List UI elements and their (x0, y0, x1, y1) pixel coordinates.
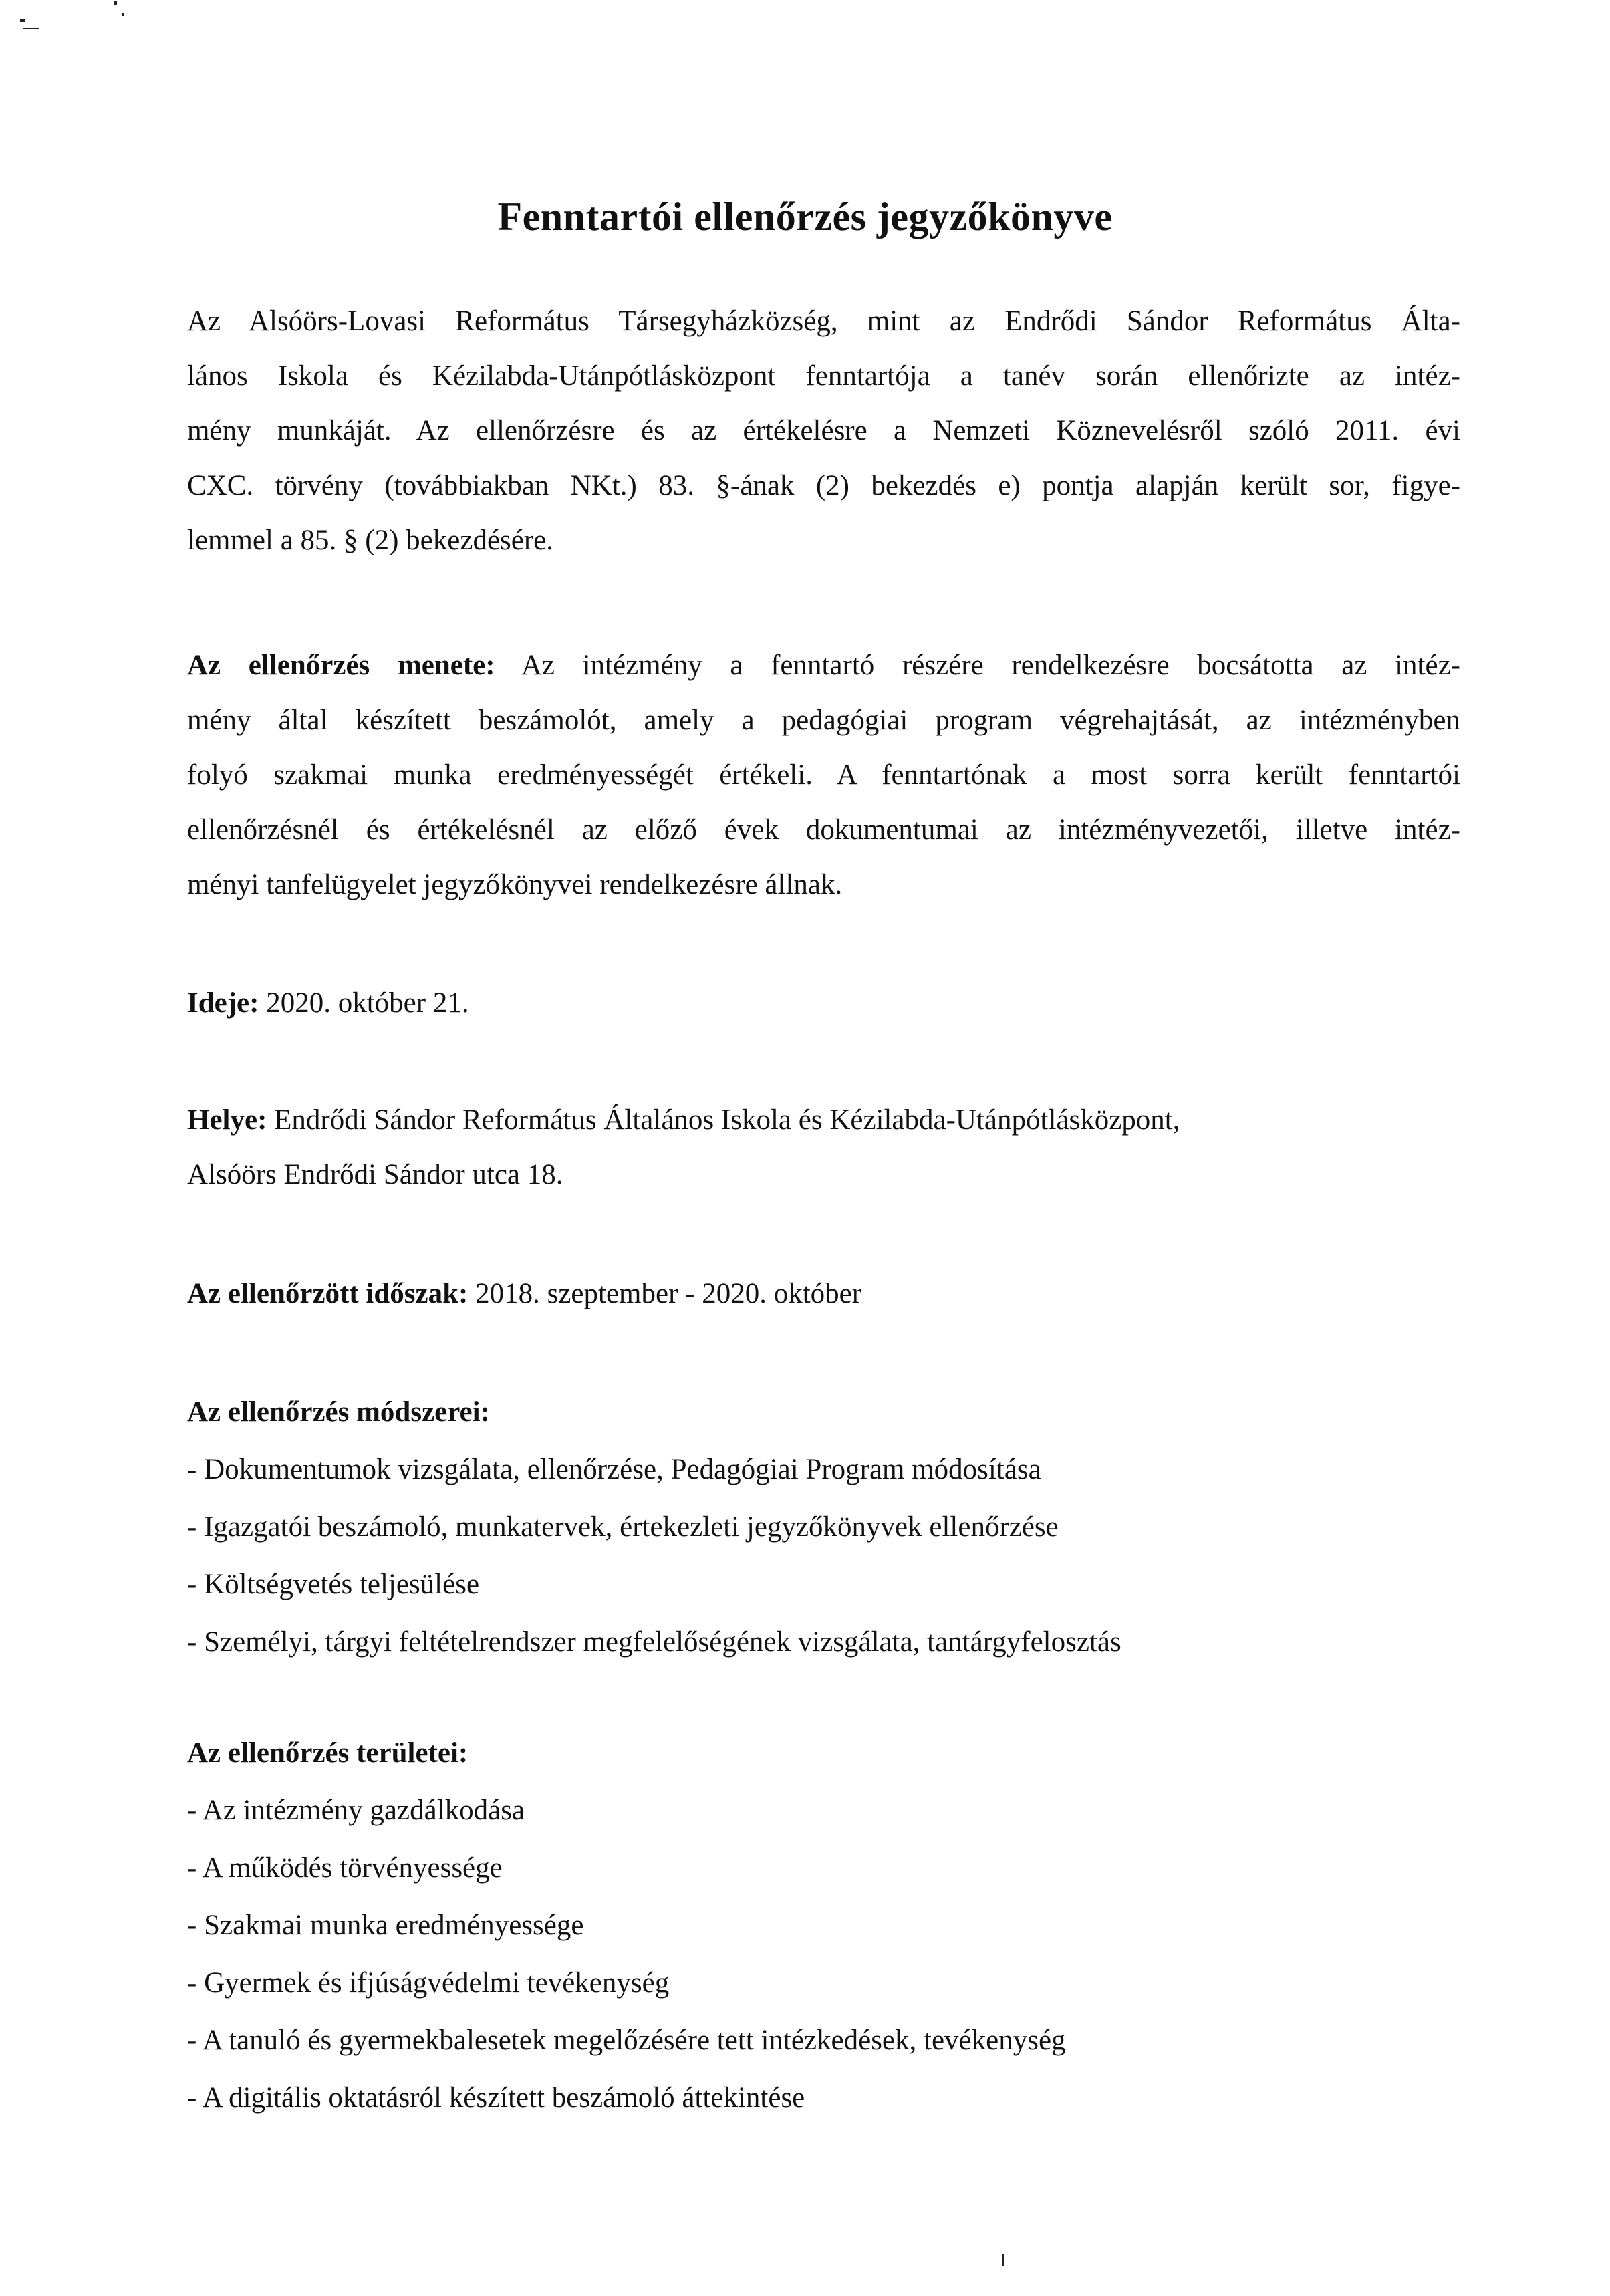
time-field (187, 976, 1460, 1031)
areas-item: - Szakmai munka eredményessége (187, 1910, 584, 1941)
place-field (187, 1093, 1460, 1202)
scan-artifact (114, 1, 117, 5)
scan-artifact (122, 13, 124, 16)
areas-item: - Az intézmény gazdálkodása (187, 1795, 525, 1826)
process-line: ményi tanfelügyelet jegyzőkönyvei rendelkezésre állnak. (187, 869, 843, 900)
intro-line: lemmel a 85. § (2) bekezdésére. (187, 525, 553, 556)
areas-item: - A tanuló és gyermekbalesetek megelőzésére tett intézkedések, tevékenység (187, 2025, 1066, 2056)
areas-item: - A működés törvényessége (187, 1852, 503, 1884)
methods-section (187, 1384, 1460, 1671)
process-line: folyó szakmai munka eredményességét értékeli. A fenntartónak a most sorra került fenntartói (187, 759, 1460, 791)
period-field (187, 1267, 1460, 1321)
areas-item: - Gyermek és ifjúságvédelmi tevékenység (187, 1967, 670, 1999)
period-value: 2018. szeptember - 2020. október (468, 1278, 862, 1309)
intro-line: mény munkáját. Az ellenőrzésre és az értékelésre a Nemzeti Köznevelésről szóló 2011. évi (187, 415, 1460, 447)
scan-artifact (20, 19, 25, 22)
process-line (187, 638, 1460, 693)
methods-heading: Az ellenőrzés módszerei: (187, 1396, 490, 1428)
place-value: Endrődi Sándor Református Általános Iskola és Kézilabda-Utánpótlásközpont, (267, 1104, 1180, 1136)
intro-line: Az Alsóörs-Lovasi Református Társegyházközség, mint az Endrődi Sándor Református Álta- (187, 305, 1460, 337)
process-label: Az ellenőrzés menete: (187, 650, 495, 681)
methods-item: - Személyi, tárgyi feltételrendszer megfelelőségének vizsgálata, tantárgyfelosztás (187, 1626, 1121, 1658)
scan-artifact (1002, 2254, 1004, 2266)
methods-item: - Dokumentumok vizsgálata, ellenőrzése, Pedagógiai Program módosítása (187, 1454, 1041, 1485)
place-address: Alsóörs Endrődi Sándor utca 18. (187, 1159, 563, 1190)
process-line: mény által készített beszámolót, amely a pedagógiai program végrehajtását, az intézményben (187, 705, 1460, 736)
areas-section (187, 1725, 1460, 2127)
intro-line: lános Iskola és Kézilabda-Utánpótlásközpont fenntartója a tanév során ellenőrizte az intéz- (187, 360, 1460, 392)
scan-artifact (23, 28, 39, 29)
place-label: Helye: (187, 1104, 267, 1136)
time-value: 2020. október 21. (259, 987, 469, 1019)
process-text: Az intézmény a fenntartó részére rendelkezésre bocsátotta az intéz- (495, 650, 1460, 681)
methods-item: - Igazgatói beszámoló, munkatervek, értekezleti jegyzőkönyvek ellenőrzése (187, 1511, 1059, 1543)
intro-line: CXC. törvény (továbbiakban NKt.) 83. §-ának (2) bekezdés e) pontja alapján került sor, figye- (187, 470, 1460, 501)
document-title: Fenntartói ellenőrzés jegyzőkönyve (497, 195, 1113, 239)
areas-item: - A digitális oktatásról készített beszámoló áttekintése (187, 2082, 805, 2114)
period-label: Az ellenőrzött időszak: (187, 1278, 468, 1309)
process-paragraph (187, 638, 1460, 912)
intro-paragraph (187, 294, 1460, 568)
process-line: ellenőrzésnél és értékelésnél az előző évek dokumentumai az intézményvezetői, illetve intéz- (187, 814, 1460, 846)
areas-heading: Az ellenőrzés területei: (187, 1737, 468, 1769)
methods-item: - Költségvetés teljesülése (187, 1569, 480, 1600)
time-label: Ideje: (187, 987, 259, 1019)
